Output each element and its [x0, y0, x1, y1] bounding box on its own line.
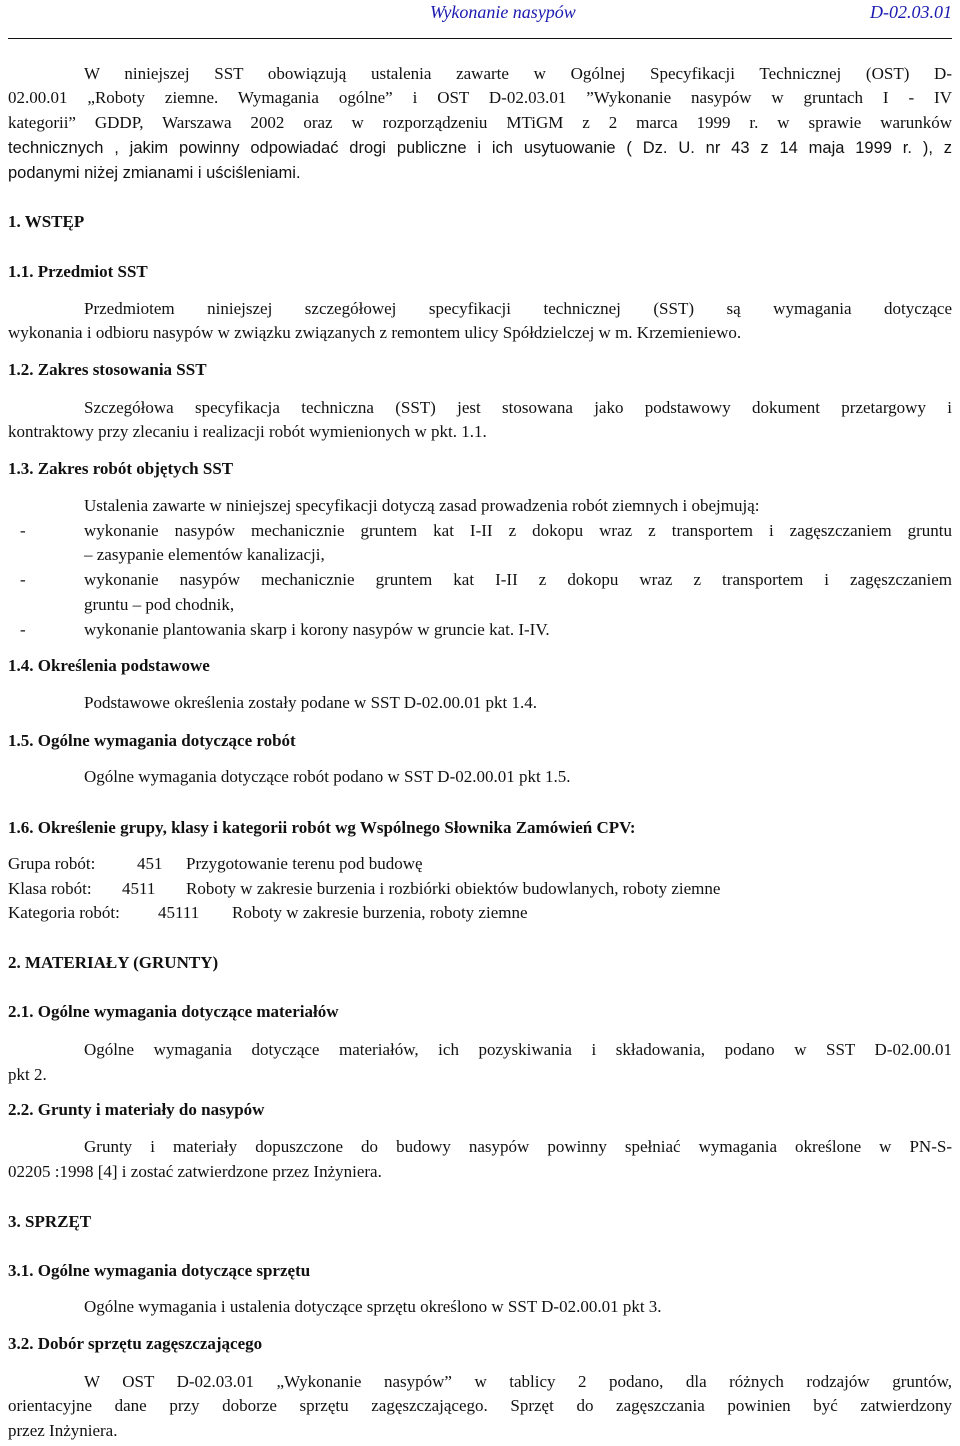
cpv-group-code: 451	[137, 854, 163, 873]
section-2-1-heading: 2.1. Ogólne wymagania dotyczące materiałów	[8, 1002, 339, 1021]
section-3-2-heading: 3.2. Dobór sprzętu zagęszczającego	[8, 1334, 263, 1353]
section-2-2-line-2: 02205 :1998 [4] i zostać zatwierdzone przez Inżyniera.	[8, 1162, 382, 1181]
section-3-1-line-1: Ogólne wymagania i ustalenia dotyczące sprzętu określono w SST D-02.00.01 pkt 3.	[84, 1297, 662, 1316]
section-2-2-heading: 2.2. Grunty i materiały do nasypów	[8, 1100, 265, 1119]
section-1-5-line-1: Ogólne wymagania dotyczące robót podano w SST D-02.00.01 pkt 1.5.	[84, 767, 571, 786]
section-1-heading: 1. WSTĘP	[8, 212, 85, 231]
intro-line-3: kategorii” GDDP, Warszawa 2002 oraz w rozporządzeniu MTiGM z 2 marca 1999 r. w sprawie warunków	[8, 113, 952, 132]
section-1-1-line-1: Przedmiotem niniejszej szczegółowej specyfikacji technicznej (SST) są wymagania dotyczące	[84, 299, 952, 318]
section-2-1-line-2: pkt 2.	[8, 1065, 47, 1084]
section-3-2-line-2: orientacyjne dane przy doborze sprzętu zagęszczającego. Sprzęt do zagęszczania powinien być zatwierdzony	[8, 1396, 952, 1415]
section-2-1-line-1: Ogólne wymagania dotyczące materiałów, ich pozyskiwania i składowania, podano w SST D-02.00.01	[84, 1040, 952, 1059]
bullet-2-line-1: wykonanie nasypów mechanicznie gruntem kat I-II z dokopu wraz z transportem i zagęszczaniem	[84, 570, 952, 589]
section-1-1-line-2: wykonania i odbioru nasypów w związku związanych z remontem ulicy Spółdzielczej w m. Krzemieniewo.	[8, 323, 742, 342]
section-2-2-line-1: Grunty i materiały dopuszczone do budowy nasypów powinny spełniać wymagania określone w PN-S-	[84, 1137, 952, 1156]
header-code: D-02.03.01	[870, 2, 952, 22]
cpv-category-code: 45111	[158, 903, 200, 922]
intro-line-1: W niniejszej SST obowiązują ustalenia zawarte w Ogólnej Specyfikacji Technicznej (OST) D-	[84, 64, 952, 83]
section-1-6-heading: 1.6. Określenie grupy, klasy i kategorii robót wg Wspólnego Słownika Zamówień CPV:	[8, 818, 636, 837]
cpv-group-desc: Przygotowanie terenu pod budowę	[186, 854, 423, 873]
section-1-4-line-1: Podstawowe określenia zostały podane w SST D-02.00.01 pkt 1.4.	[84, 693, 537, 712]
section-1-2-heading: 1.2. Zakres stosowania SST	[8, 360, 207, 379]
section-1-4-heading: 1.4. Określenia podstawowe	[8, 656, 210, 675]
section-1-2-line-1: Szczegółowa specyfikacja techniczna (SST) jest stosowana jako podstawowy dokument przetargowy i	[84, 398, 952, 417]
bullet-1-line-2: – zasypanie elementów kanalizacji,	[84, 545, 325, 564]
running-header	[430, 2, 952, 24]
bullet-dash: -	[20, 521, 26, 540]
bullet-dash: -	[20, 570, 26, 589]
section-1-5-heading: 1.5. Ogólne wymagania dotyczące robót	[8, 731, 296, 750]
bullet-2-line-2: gruntu – pod chodnik,	[84, 595, 235, 614]
header-rule	[8, 38, 952, 39]
section-1-3-line-1: Ustalenia zawarte w niniejszej specyfikacji dotyczą zasad prowadzenia robót ziemnych i obejmują:	[84, 496, 760, 515]
section-2-heading: 2. MATERIAŁY (GRUNTY)	[8, 953, 219, 972]
cpv-category-desc: Roboty w zakresie burzenia, roboty ziemne	[232, 903, 528, 922]
intro-line-4: technicznych , jakim powinny odpowiadać drogi publiczne i ich usytuowanie ( Dz. U. nr 43 z 14 maja 1999 r. ), z	[8, 139, 952, 157]
cpv-class-code: 4511	[122, 879, 156, 898]
intro-line-2: 02.00.01 „Roboty ziemne. Wymagania ogólne” i OST D-02.03.01 ”Wykonanie nasypów w gruntach I - IV	[8, 88, 952, 107]
cpv-class-desc: Roboty w zakresie burzenia i rozbiórki obiektów budowlanych, roboty ziemne	[186, 879, 721, 898]
section-1-3-heading: 1.3. Zakres robót objętych SST	[8, 459, 234, 478]
section-1-2-line-2: kontraktowy przy zlecaniu i realizacji robót wymienionych w pkt. 1.1.	[8, 422, 487, 441]
cpv-class-label: Klasa robót:	[8, 879, 92, 898]
section-3-2-line-1: W OST D-02.03.01 „Wykonanie nasypów” w tablicy 2 podano, dla różnych rodzajów gruntów,	[84, 1372, 952, 1391]
bullet-1-line-1: wykonanie nasypów mechanicznie gruntem kat I-II z dokopu wraz z transportem i zagęszczaniem gruntu	[84, 521, 952, 540]
section-3-2-line-3: przez Inżyniera.	[8, 1421, 118, 1440]
bullet-dash: -	[20, 620, 26, 639]
header-title: Wykonanie nasypów	[430, 2, 576, 22]
cpv-category-label: Kategoria robót:	[8, 903, 120, 922]
cpv-group-label: Grupa robót:	[8, 854, 96, 873]
bullet-3: wykonanie plantowania skarp i korony nasypów w gruncie kat. I-IV.	[84, 620, 550, 639]
section-1-1-heading: 1.1. Przedmiot SST	[8, 262, 148, 281]
section-3-heading: 3. SPRZĘT	[8, 1212, 92, 1231]
intro-line-5: podanymi niżej zmianami i uściśleniami.	[8, 164, 301, 182]
section-3-1-heading: 3.1. Ogólne wymagania dotyczące sprzętu	[8, 1261, 311, 1280]
